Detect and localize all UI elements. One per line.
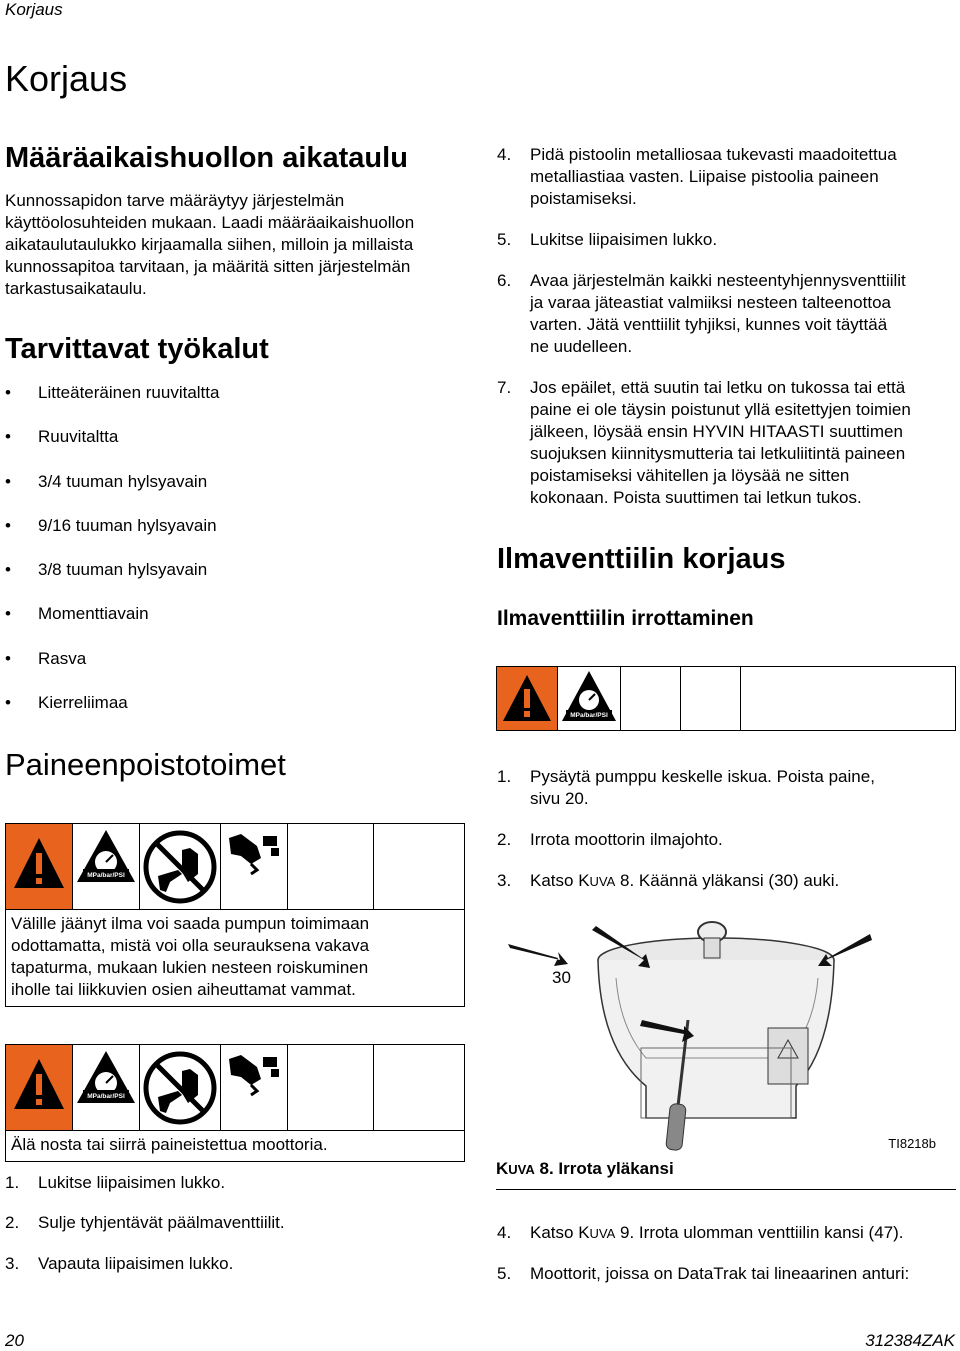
warning-triangle-icon	[6, 824, 72, 909]
step-text: ne uudelleen.	[530, 337, 633, 356]
step-text: ja varaa jäteastiat valmiiksi nesteen talteenottoa	[530, 293, 891, 312]
tools-list	[5, 382, 455, 736]
page-title: Korjaus	[5, 58, 128, 99]
tool-label: 3/4 tuuman hylsyavain	[38, 471, 208, 491]
tool-label: Ruuvitaltta	[38, 427, 119, 447]
warning-line: odottamatta, mistä voi olla seurauksena vakava	[11, 936, 370, 955]
tool-label: Rasva	[38, 648, 87, 668]
step-text: paine ei ole täysin poistunut yllä esitettyjen toimien	[530, 400, 911, 419]
tools-heading: Tarvittavat työkalut	[5, 333, 269, 365]
page-number: 20	[5, 1331, 24, 1350]
tool-label: Momenttiavain	[38, 604, 149, 624]
step-number: 4.	[497, 145, 512, 164]
schedule-paragraph	[5, 190, 465, 300]
warning2-symbols-row	[5, 1044, 465, 1131]
bullet: •	[5, 693, 11, 713]
warning-text-box	[5, 909, 465, 1007]
list-item	[5, 559, 455, 603]
step-item	[497, 377, 957, 509]
bullet: •	[5, 604, 11, 624]
warning-triangle-icon	[497, 667, 557, 730]
warning2-text-box	[5, 1130, 465, 1162]
warning-triangle-icon	[6, 1045, 72, 1130]
step-text: Moottorit, joissa on DataTrak tai lineaarinen anturi:	[530, 1264, 910, 1283]
air-valve-subheading: Ilmaventtiilin irrottaminen	[497, 607, 754, 630]
step-item	[497, 1222, 957, 1245]
step-number: 1.	[497, 767, 512, 786]
step-text: suojuksen kiinnitysmutteria tai letkuliitintä paineen	[530, 444, 906, 463]
bullet: •	[5, 427, 11, 447]
step-item	[497, 144, 957, 210]
step-text: poistamiseksi vähitellen ja löysää ne sitten	[530, 466, 850, 485]
step-item	[497, 829, 957, 851]
air-valve-warning-box	[496, 666, 956, 731]
step-number: 3.	[5, 1254, 20, 1273]
step-number: 6.	[497, 271, 512, 290]
warning-line: Älä nosta tai siirrä paineistettua moottoria.	[11, 1135, 328, 1154]
no-hand-icon	[140, 1045, 220, 1130]
step-text: Vapauta liipaisimen lukko.	[38, 1254, 234, 1273]
step-text: Avaa järjestelmän kaikki nesteentyhjennysventtiilit	[530, 271, 906, 290]
bullet: •	[5, 560, 11, 580]
schedule-line: aikataulutaulukko kirjaamalla siihen, milloin ja millaista	[5, 235, 414, 254]
doc-number: 312384ZAK	[865, 1331, 955, 1350]
step-number: 4.	[497, 1223, 512, 1242]
injection-hazard-icon	[221, 1045, 287, 1130]
list-item	[5, 648, 455, 692]
bullet: •	[5, 383, 11, 402]
step-item	[497, 870, 957, 893]
step-number: 5.	[497, 230, 512, 249]
gauge-label: MPa/bar/PSI	[570, 712, 608, 719]
tool-label: Litteäteräinen ruuvitaltta	[38, 383, 220, 402]
gauge-label: MPa/bar/PSI	[87, 872, 125, 879]
step-number: 2.	[497, 830, 512, 849]
tool-label: 3/8 tuuman hylsyavain	[38, 560, 208, 580]
tool-label: 9/16 tuuman hylsyavain	[38, 515, 217, 535]
list-item	[5, 515, 455, 559]
step-text: varten. Jätä venttiilit tyhjiksi, kunnes voit täyttää	[530, 315, 888, 334]
step-number: 5.	[497, 1264, 512, 1283]
step-text: metalliastiaa vasten. Liipaise pistoolia paineen	[530, 167, 879, 186]
step-text: Pysäytä pumppu keskelle iskua. Poista paine,	[530, 767, 875, 786]
schedule-line: Kunnossapidon tarve määräytyy järjestelmän	[5, 191, 345, 210]
step-item	[497, 229, 957, 251]
bullet: •	[5, 471, 11, 491]
step-text: poistamiseksi.	[530, 189, 637, 208]
warning-symbols-row	[5, 823, 465, 910]
bullet: •	[5, 515, 11, 535]
step-text: Jos epäilet, että suutin tai letku on tukossa tai että	[530, 378, 906, 397]
warning-line: Välille jäänyt ilma voi saada pumpun toimimaan	[11, 914, 370, 933]
step-text: Lukitse liipaisimen lukko.	[38, 1173, 226, 1192]
list-item	[5, 426, 455, 470]
step-text: Irrota moottorin ilmajohto.	[530, 830, 723, 849]
schedule-line: käyttöolosuhteiden mukaan. Laadi määräaikaishuollon	[5, 213, 415, 232]
bullet: •	[5, 648, 11, 668]
figure-caption: KUVA 8. Irrota yläkansi	[496, 1159, 956, 1190]
air-valve-heading: Ilmaventtiilin korjaus	[497, 543, 786, 575]
step-text: Katso KUVA 9. Irrota ulomman venttiilin kansi (47).	[530, 1223, 904, 1242]
list-item	[5, 692, 455, 736]
no-hand-icon	[140, 824, 220, 909]
pressure-gauge-icon	[73, 824, 139, 909]
running-header: Korjaus	[5, 0, 63, 19]
step-number: 1.	[5, 1173, 20, 1192]
pressure-gauge-icon	[558, 667, 620, 730]
figure-motor	[496, 908, 956, 1156]
schedule-line: kunnossapitoa tarvitaan, ja määritä sitten järjestelmän	[5, 257, 411, 276]
list-item	[5, 382, 455, 426]
step-item	[5, 1212, 465, 1234]
step-text: kokonaan. Poista suuttimen tai letkun tukos.	[530, 488, 862, 507]
step-text: Sulje tyhjentävät päälmaventtiilit.	[38, 1213, 285, 1232]
callout-30: 30	[552, 968, 571, 987]
tool-label: Kierreliimaa	[38, 693, 128, 713]
schedule-line: tarkastusaikataulu.	[5, 279, 147, 298]
list-item	[5, 603, 455, 647]
step-item	[497, 270, 957, 358]
step-text: Lukitse liipaisimen lukko.	[530, 230, 718, 249]
schedule-heading: Määräaikaishuollon aikataulu	[5, 142, 408, 174]
list-item	[5, 471, 455, 515]
warning-line: iholle tai liikkuvien osien aiheuttamat vammat.	[11, 980, 356, 999]
injection-hazard-icon	[221, 824, 287, 909]
step-item	[5, 1253, 465, 1275]
step-text: Pidä pistoolin metalliosaa tukevasti maadoitettua	[530, 145, 897, 164]
step-text: jälkeen, löysää ensin HYVIN HITAASTI suuttimen	[530, 422, 903, 441]
step-item	[497, 1263, 957, 1285]
step-item	[497, 766, 957, 810]
step-number: 7.	[497, 378, 512, 397]
step-text: sivu 20.	[530, 789, 589, 808]
step-number: 3.	[497, 871, 512, 890]
step-text: Katso KUVA 8. Käännä yläkansi (30) auki.	[530, 871, 840, 890]
pressure-relief-heading: Paineenpoistotoimet	[5, 747, 286, 782]
gauge-label: MPa/bar/PSI	[87, 1093, 125, 1100]
warning-line: tapaturma, mukaan lukien nesteen roiskuminen	[11, 958, 369, 977]
figure-id: TI8218b	[888, 1136, 936, 1151]
step-item	[5, 1172, 465, 1194]
step-number: 2.	[5, 1213, 20, 1232]
pressure-gauge-icon	[73, 1045, 139, 1130]
